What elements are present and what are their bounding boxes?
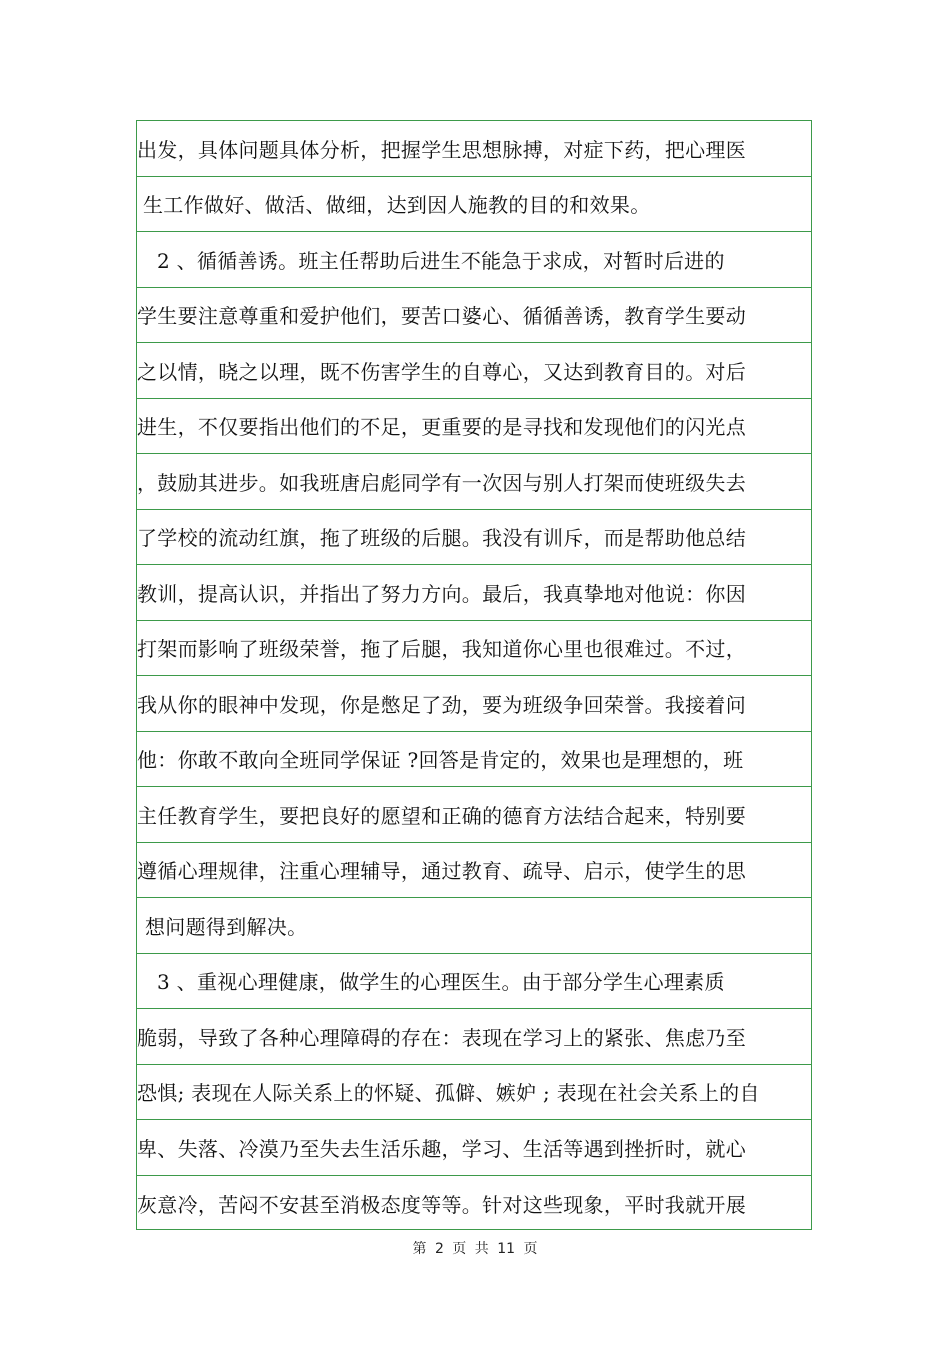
- line-text: 进生，不仅要指出他们的不足，更重要的是寻找和发现他们的闪光点: [137, 415, 746, 440]
- text-line: [137, 565, 811, 621]
- line-text: 想问题得到解决。: [145, 914, 308, 939]
- line-text: 了学校的流动红旗，拖了班级的后腿。我没有训斥，而是帮助他总结: [137, 526, 746, 551]
- text-line: [137, 1120, 811, 1176]
- line-text: 2 、循循善诱。班主任帮助后进生不能急于求成，对暂时后进的: [157, 248, 725, 273]
- text-line: [137, 343, 811, 399]
- line-text: 我从你的眼神中发现，你是憋足了劲，要为班级争回荣誉。我接着问: [137, 692, 746, 717]
- line-text: 出发，具体问题具体分析，把握学生思想脉搏，对症下药，把心理医: [137, 137, 746, 162]
- text-line: [137, 454, 811, 510]
- line-text: 灰意冷，苦闷不安甚至消极态度等等。针对这些现象，平时我就开展: [137, 1192, 746, 1217]
- text-line: [137, 1065, 811, 1121]
- text-line: [137, 676, 811, 732]
- text-line: [137, 399, 811, 455]
- line-text: 生工作做好、做活、做细，达到因人施教的目的和效果。: [143, 193, 651, 218]
- line-text: 打架而影响了班级荣誉，拖了后腿，我知道你心里也很难过。不过，: [137, 637, 746, 662]
- line-text: 主任教育学生，要把良好的愿望和正确的德育方法结合起来，特别要: [137, 803, 746, 828]
- line-text: 卑、失落、冷漠乃至失去生活乐趣，学习、生活等遇到挫折时，就心: [137, 1136, 746, 1161]
- line-text: 之以情，晓之以理，既不伤害学生的自尊心，又达到教育目的。对后: [137, 359, 746, 384]
- text-line: [137, 510, 811, 566]
- text-line: [137, 1176, 811, 1232]
- line-text: ，鼓励其进步。如我班唐启彪同学有一次因与别人打架而使班级失去: [137, 470, 746, 495]
- text-line: [137, 288, 811, 344]
- line-text: 教训，提高认识，并指出了努力方向。最后，我真挚地对他说：你因: [137, 581, 746, 606]
- line-text: 学生要注意尊重和爱护他们，要苦口婆心、循循善诱，教育学生要动: [137, 304, 746, 329]
- text-line: [137, 732, 811, 788]
- text-line: [137, 954, 811, 1010]
- text-line: [137, 1009, 811, 1065]
- text-line: [137, 898, 811, 954]
- text-line: [137, 621, 811, 677]
- line-text: 遵循心理规律，注重心理辅导，通过教育、疏导、启示，使学生的思: [137, 859, 746, 884]
- text-line: [137, 121, 811, 177]
- text-line: [137, 787, 811, 843]
- page-number-footer: 第 2 页 共 11 页: [412, 1241, 538, 1257]
- ruled-text-block: [136, 120, 812, 1230]
- line-text: 脆弱，导致了各种心理障碍的存在：表现在学习上的紧张、焦虑乃至: [137, 1025, 746, 1050]
- line-text: 他：你敢不敢向全班同学保证 ?回答是肯定的，效果也是理想的，班: [137, 748, 744, 773]
- text-line: [137, 843, 811, 899]
- line-text: 3 、重视心理健康，做学生的心理医生。由于部分学生心理素质: [157, 970, 725, 995]
- text-line: [137, 177, 811, 233]
- line-text: 恐惧; 表现在人际关系上的怀疑、孤僻、嫉妒 ; 表现在社会关系上的自: [137, 1081, 760, 1106]
- text-line: [137, 232, 811, 288]
